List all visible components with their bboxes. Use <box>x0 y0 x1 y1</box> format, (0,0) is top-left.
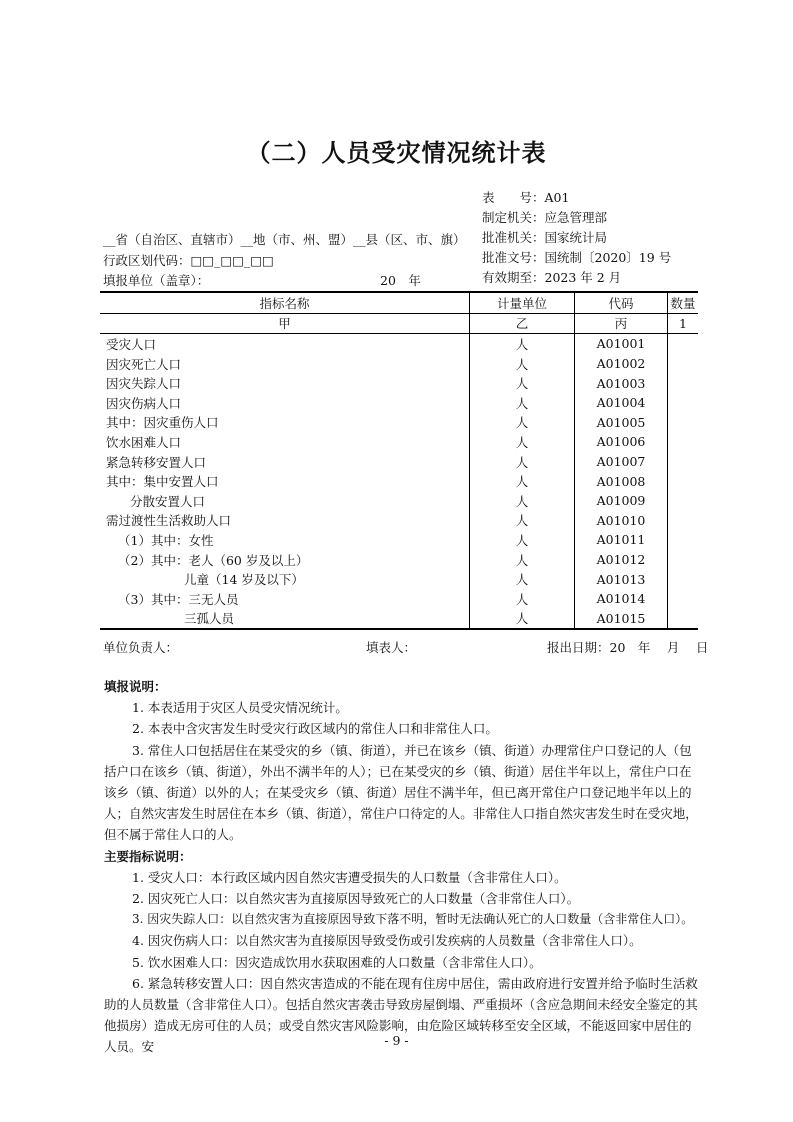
form-filler-label: 填表人： <box>366 640 417 655</box>
issuing-authority: 制定机关：应急管理部 <box>482 210 608 225</box>
indicator-name: 因灾伤病人口 <box>106 395 182 411</box>
code-cell: A01014 <box>575 589 668 609</box>
indicator-note: 1. 受灾人口：本行政区域内因自然灾害遭受损失的人口数量（含非常住人口）。 <box>132 869 567 885</box>
quantity-cell[interactable] <box>668 609 699 630</box>
code-cell: A01004 <box>575 393 668 413</box>
code-cell: A01005 <box>575 413 668 433</box>
quantity-cell[interactable] <box>668 569 699 589</box>
table-row <box>100 569 698 589</box>
quantity-cell[interactable] <box>668 373 699 393</box>
unit-cell: 人 <box>470 569 575 589</box>
indicator-name: 饮水困难人口 <box>106 434 182 450</box>
unit-cell: 人 <box>470 471 575 491</box>
indicator-name: 因灾死亡人口 <box>106 356 182 372</box>
indicator-name: （3）其中：三无人员 <box>118 591 239 607</box>
approving-authority: 批准机关：国家统计局 <box>482 230 608 245</box>
unit-cell: 人 <box>470 413 575 433</box>
indicator-note: 5. 饮水困难人口：因灾造成饮用水获取困难的人口数量（含非常住人口）。 <box>132 954 542 970</box>
quantity-cell[interactable] <box>668 452 699 472</box>
column-header: 代码 <box>575 292 668 313</box>
report-date-label: 报出日期：20 年 月 日 <box>547 640 709 655</box>
quantity-cell[interactable] <box>668 334 699 354</box>
quantity-cell[interactable] <box>668 354 699 374</box>
instructions-heading: 填报说明： <box>104 679 167 694</box>
table-row <box>100 354 698 374</box>
quantity-cell[interactable] <box>668 491 699 511</box>
table-row <box>100 393 698 413</box>
indicator-name: 紧急转移安置人口 <box>106 454 207 470</box>
region-code: 行政区划代码：□□_□□_□□ <box>103 253 274 268</box>
reporting-unit: 填报单位（盖章）： <box>103 273 210 288</box>
table-row <box>100 550 698 570</box>
code-cell: A01013 <box>575 569 668 589</box>
report-year: 20 年 <box>380 273 421 288</box>
table-row <box>100 491 698 511</box>
indicator-name: 儿童（14 岁及以下） <box>184 572 304 588</box>
page-title: （二）人员受灾情况统计表 <box>246 139 547 167</box>
quantity-cell[interactable] <box>668 471 699 491</box>
unit-cell: 人 <box>470 491 575 511</box>
unit-cell: 人 <box>470 452 575 472</box>
code-cell: A01006 <box>575 432 668 452</box>
table-row <box>100 530 698 550</box>
code-cell: A01002 <box>575 354 668 374</box>
approval-number: 批准文号：国统制〔2020〕19 号 <box>482 250 672 265</box>
table-subheader-row <box>100 313 698 334</box>
indicator-note: 2. 因灾死亡人口：以自然灾害为直接原因导致死亡的人口数量（含非常住人口）。 <box>132 891 580 907</box>
column-header: 数量 <box>668 292 699 313</box>
page-number: - 9 - <box>384 1033 409 1048</box>
table-row <box>100 609 698 630</box>
code-cell: A01008 <box>575 471 668 491</box>
table-row <box>100 452 698 472</box>
unit-cell: 人 <box>470 432 575 452</box>
code-cell: A01001 <box>575 334 668 354</box>
statistics-table <box>100 291 698 630</box>
column-header: 计量单位 <box>470 292 575 313</box>
code-cell: A01012 <box>575 550 668 570</box>
indicator-name: 因灾失踪人口 <box>106 376 182 392</box>
unit-cell: 人 <box>470 334 575 354</box>
unit-cell: 人 <box>470 393 575 413</box>
unit-cell: 人 <box>470 511 575 531</box>
indicator-name: 受灾人口 <box>106 336 157 352</box>
indicator-name: 其中：集中安置人口 <box>106 474 219 490</box>
quantity-cell[interactable] <box>668 393 699 413</box>
quantity-cell[interactable] <box>668 550 699 570</box>
column-subheader: 丙 <box>575 313 668 334</box>
unit-cell: 人 <box>470 354 575 374</box>
unit-cell: 人 <box>470 609 575 630</box>
code-cell: A01009 <box>575 491 668 511</box>
table-row <box>100 511 698 531</box>
column-header: 指标名称 <box>100 292 470 313</box>
filling-instructions <box>104 676 698 1058</box>
validity-date: 有效期至：2023 年 2 月 <box>482 270 622 285</box>
quantity-cell[interactable] <box>668 511 699 531</box>
code-cell: A01011 <box>575 530 668 550</box>
table-row <box>100 471 698 491</box>
indicator-name: 其中：因灾重伤人口 <box>106 415 219 431</box>
instruction-item: 2. 本表中含灾害发生时受灾行政区域内的常住人口和非常住人口。 <box>132 721 498 737</box>
indicator-name: 需过渡性生活救助人口 <box>106 513 232 529</box>
unit-cell: 人 <box>470 530 575 550</box>
quantity-cell[interactable] <box>668 413 699 433</box>
indicator-note: 3. 因灾失踪人口：以自然灾害为直接原因导致下落不明，暂时无法确认死亡的人口数量（含非常住人口）。 <box>132 912 694 927</box>
quantity-cell[interactable] <box>668 589 699 609</box>
column-subheader: 1 <box>668 313 699 334</box>
code-cell: A01007 <box>575 452 668 472</box>
table-row <box>100 373 698 393</box>
form-meta <box>482 188 671 288</box>
table-row <box>100 413 698 433</box>
unit-cell: 人 <box>470 589 575 609</box>
instruction-item: 1. 本表适用于灾区人员受灾情况统计。 <box>132 700 348 716</box>
region-line: __省（自治区、直辖市）__地（市、州、盟）__县（区、市、旗） <box>103 232 466 247</box>
table-row <box>100 589 698 609</box>
indicator-note: 6. 紧急转移安置人口：因自然灾害造成的不能在现有住房中居住，需由政府进行安置并给予临时生活救助的人员数量（含非常住人口）。包括自然灾害袭击导致房屋倒塌、严重损坏（含应急期间未经安全鉴定的其他损房）造成无房可住的人员；或受自然灾害风险影响，由危险区域转移至安全区域，不能返回家中居住的人员。安 <box>104 975 698 1055</box>
column-subheader: 甲 <box>100 313 470 334</box>
code-cell: A01010 <box>575 511 668 531</box>
indicator-name: （1）其中：女性 <box>118 532 214 548</box>
unit-cell: 人 <box>470 550 575 570</box>
code-cell: A01003 <box>575 373 668 393</box>
table-header-row <box>100 292 698 313</box>
code-cell: A01015 <box>575 609 668 630</box>
quantity-cell[interactable] <box>668 530 699 550</box>
indicator-notes-heading: 主要指标说明： <box>104 848 192 864</box>
column-subheader: 乙 <box>470 313 575 334</box>
table-row <box>100 334 698 354</box>
instruction-item: 3. 常住人口包括居住在某受灾的乡（镇、街道），并已在该乡（镇、街道）办理常住户口登记的人（包括户口在该乡（镇、街道），外出不满半年的人）；已在某受灾的乡（镇、街道）居住半年以上，常住户口在该乡（镇、街道）以外的人；在某受灾乡（镇、街道）居住不满半年，但已离开常住户口登记地半年以上的人；自然灾害发生时居住在本乡（镇、街道），常住户口待定的人。非常住人口指自然灾害发生时在受灾地，但不属于常住人口的人。 <box>104 742 698 843</box>
indicator-note: 4. 因灾伤病人口：以自然灾害为直接原因导致受伤或引发疾病的人员数量（含非常住人口）。 <box>132 933 642 949</box>
indicator-name: （2）其中：老人（60 岁及以上） <box>118 552 309 568</box>
quantity-cell[interactable] <box>668 432 699 452</box>
table-row <box>100 432 698 452</box>
form-number: 表 号：A01 <box>482 190 570 205</box>
unit-principal-label: 单位负责人： <box>103 640 179 655</box>
unit-cell: 人 <box>470 373 575 393</box>
indicator-name: 分散安置人口 <box>130 493 206 509</box>
indicator-name: 三孤人员 <box>100 609 470 630</box>
